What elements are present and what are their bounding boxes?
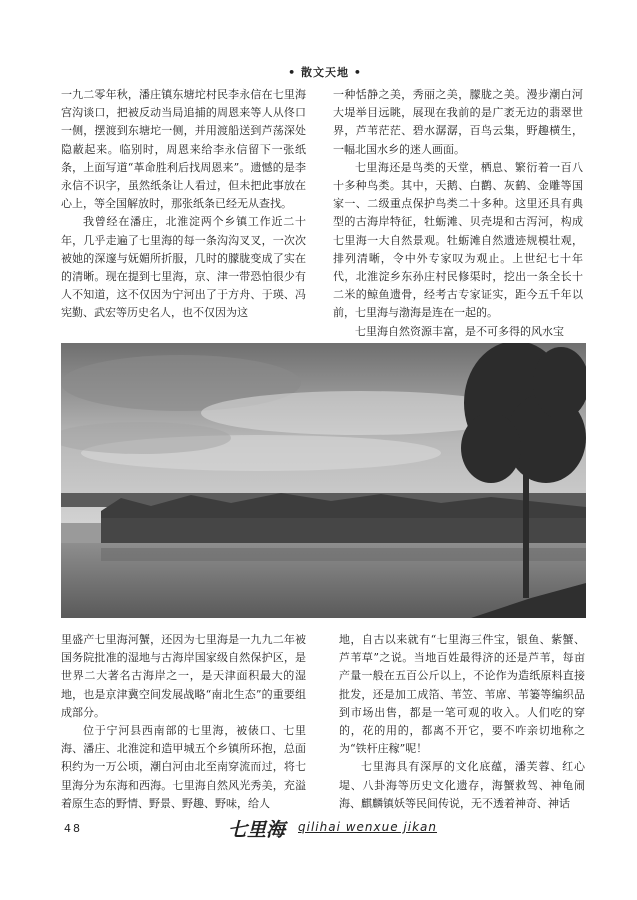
paragraph: 里盛产七里海河蟹，还因为七里海是一九九二年被国务院批准的湿地与古海岸国家级自然保护区，是世界二大著名古海岸之一，是天津面积最大的湿地，也是京津冀空间发展战略“南北生态”的重要组成部分。: [61, 633, 306, 719]
paragraph: 地，自古以来就有“七里海三件宝，银鱼、紫蟹、芦苇草”之说。当地百姓最得济的还是芦苇，每亩产量一般在五百公斤以上，不论作为造纸原料直接批发，还是加工成箔、苇笠、苇席、苇篓等编织品到市场出售，都是一笔可观的收入。人们吃的穿的，花的用的，都离不开它，要不咋亲切地称之为“铁杆庄稼”呢！: [339, 633, 585, 756]
page-number: 48: [64, 822, 82, 835]
paragraph: 位于宁河县西南部的七里海，被俵口、七里海、潘庄、北淮淀和造甲城五个乡镇所环抱，总面积约为一万公顷，潮白河由北至南穿流而过，将七里海分为东海和西海。七里海自然风光秀美，充溢着原生态的野情、野景、野趣、野味，给人: [61, 724, 306, 810]
paragraph: 七里海自然资源丰富，是不可多得的风水宝: [355, 324, 564, 338]
article-column-bottom-left: [61, 631, 306, 813]
paragraph: 一九二零年秋，潘庄镇东塘坨村民李永信在七里海宫沟谈口，把被反动当局追捕的周恩来等人从佟口一侧，摆渡到东塘坨一侧，并用渡船送到芦荡深处隐蔽起来。临别时，周恩来给李永信留下一张纸条，上面写道“革命胜利后找周恩来”。遗憾的是李永信不识字，虽然纸条让人看过，但未把此事放在心上，等全国解放时，那张纸条已经无从查找。: [61, 88, 306, 211]
paragraph: 七里海具有深厚的文化底蕴，潘芙蓉、红心堤、八卦海等历史文化遗存，海蟹救驾、神龟闹海、麒麟镇妖等民间传说，无不透着神奇、神话: [339, 760, 585, 810]
article-column-top-right: [333, 86, 583, 341]
landscape-photo: [61, 343, 586, 618]
section-header: • 散文天地 •: [288, 66, 362, 79]
paragraph: 七里海还是鸟类的天堂，栖息、繁衍着一百八十多种鸟类。其中，天鹅、白鹳、灰鹤、金雕等国家一、二级重点保护鸟类二十多种。这里还具有典型的古海岸特征，牡蛎滩、贝壳堤和古泻河，构成七里海一大自然景观。牡蛎滩自然遗迹规模壮观，排列清晰，令中外专家叹为观止。上世纪七十年代，北淮淀乡东孙庄村民修渠时，挖出一条全长十二米的鲸鱼遗骨，经考古专家证实，距今五千年以前，七里海与渤海是连在一起的。: [333, 160, 583, 320]
paragraph: 我曾经在潘庄，北淮淀两个乡镇工作近二十年，几乎走遍了七里海的每一条沟沟叉叉，一次次被她的深邃与妩媚所折服，几时的朦胧变成了实在的清晰。现在提到七里海，京、津一带恐怕很少有人不知道，这不仅因为宁河出了于方舟、于瑛、冯宪勤、武宏等历史名人，也不仅因为这: [61, 215, 306, 320]
article-column-bottom-right: [339, 631, 585, 813]
paragraph: 一种恬静之美，秀丽之美，朦胧之美。漫步潮白河大堤举目远眺，展现在我前的是广袤无边的翡翠世界，芦苇茫茫、碧水潺潺，百鸟云集，野趣横生，一幅北国水乡的迷人画面。: [333, 88, 583, 156]
article-column-top-left: [61, 86, 306, 323]
landscape-photo-icon: [61, 343, 586, 618]
journal-logo: 七里海: [228, 819, 286, 841]
journal-pinyin-title: qilihai wenxue jikan: [298, 820, 438, 834]
